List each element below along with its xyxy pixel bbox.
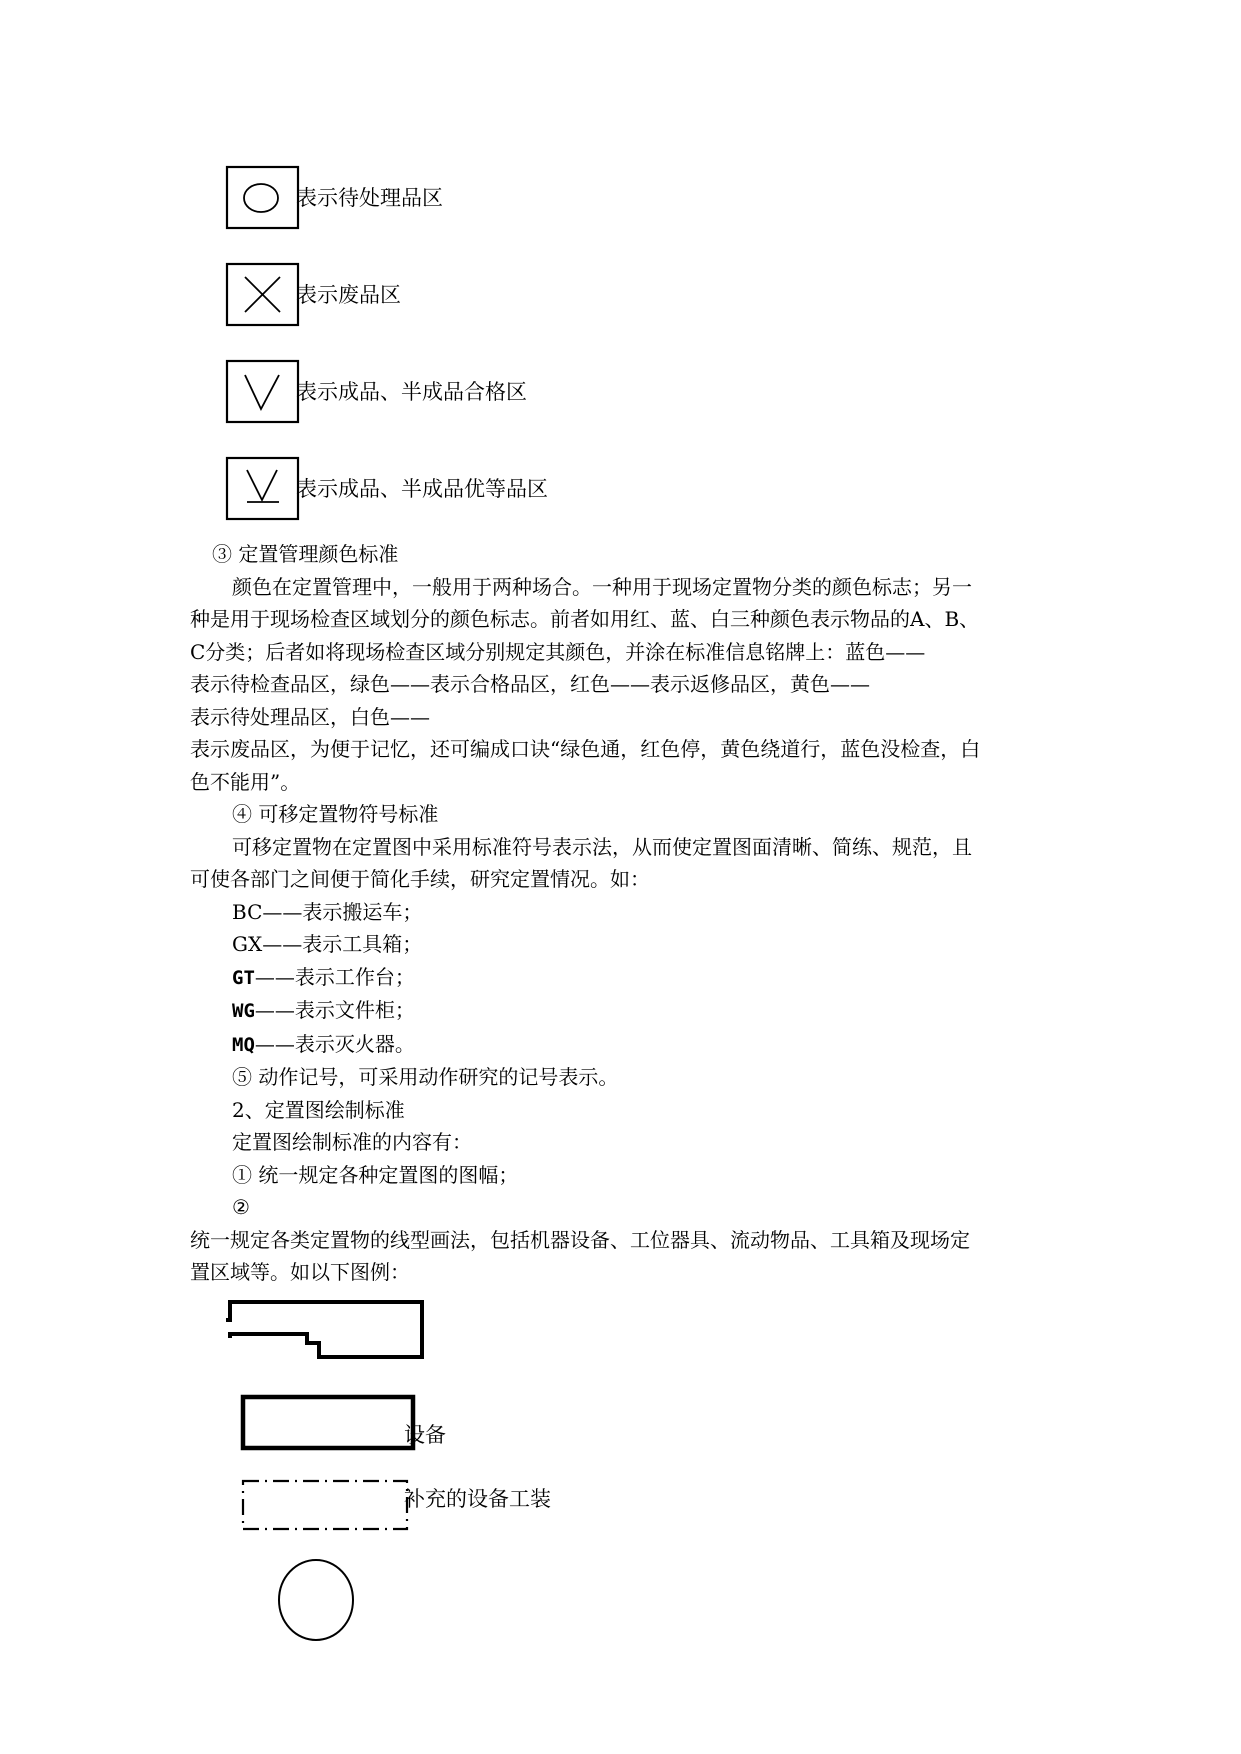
body-text <box>190 538 1060 1289</box>
symbol-label-qualified: 表示成品、半成品合格区 <box>296 380 527 404</box>
circle-in-box-icon <box>225 165 300 230</box>
section-2-intro: 定置图绘制标准的内容有： <box>232 1130 472 1154</box>
section-3-heading: ③ 定置管理颜色标准 <box>212 542 399 566</box>
code-desc: ——表示灭火器。 <box>254 1031 415 1056</box>
code-bc: BC <box>232 899 263 924</box>
code-desc: ——表示工作台； <box>254 964 415 989</box>
paragraph-line: 置区域等。如以下图例： <box>190 1260 410 1284</box>
paragraph-line: 种是用于现场检查区域划分的颜色标志。前者如用红、蓝、白三种颜色表示物品的A、B、 <box>190 607 980 631</box>
dash-dot-rectangle-icon <box>240 1478 412 1534</box>
paragraph-line: 可使各部门之间便于简化手续，研究定置情况。如： <box>190 867 650 891</box>
code-line <box>190 994 1060 1028</box>
code-gt: GT <box>232 966 255 989</box>
section-5-line: ⑤ 动作记号，可采用动作研究的记号表示。 <box>232 1065 619 1089</box>
section-4-heading: ④ 可移定置物符号标准 <box>232 802 439 826</box>
code-wg: WG <box>232 1000 255 1022</box>
code-line <box>190 896 1060 929</box>
section-2-item-2-number: ② <box>232 1195 250 1219</box>
code-line <box>190 1028 1060 1062</box>
v-with-base-in-box-icon <box>225 456 300 521</box>
code-line <box>190 961 1060 995</box>
paragraph-line: 表示待处理品区，白色—— <box>190 704 430 729</box>
code-desc: ——表示文件柜； <box>254 998 415 1022</box>
stepped-rectangle-icon <box>224 1300 426 1360</box>
legend-label-supplement: 补充的设备工装 <box>404 1487 551 1511</box>
code-gx: GX <box>232 932 263 956</box>
symbol-label-scrap: 表示废品区 <box>296 283 401 307</box>
code-line <box>190 928 1060 961</box>
cross-in-box-icon <box>225 262 300 327</box>
code-mq: MQ <box>232 1033 255 1056</box>
paragraph-line: C分类；后者如将现场检查区域分别规定其颜色，并涂在标准信息铭牌上：蓝色—— <box>190 639 926 664</box>
paragraph-line: 可移定置物在定置图中采用标准符号表示法，从而使定置图面清晰、简练、规范，且 <box>232 834 972 859</box>
paragraph-line: 色不能用”。 <box>190 769 301 794</box>
paragraph-line: 统一规定各类定置物的线型画法，包括机器设备、工位器具、流动物品、工具箱及现场定 <box>190 1227 970 1252</box>
thick-rectangle-icon <box>240 1394 418 1452</box>
circle-icon <box>275 1557 357 1643</box>
code-desc: ——表示工具箱； <box>262 932 423 956</box>
symbol-label-pending: 表示待处理品区 <box>296 186 443 210</box>
check-v-in-box-icon <box>225 359 300 424</box>
paragraph-line: 表示待检查品区，绿色——表示合格品区，红色——表示返修品区，黄色—— <box>190 672 870 696</box>
paragraph-line: 表示废品区，为便于记忆，还可编成口诀“绿色通，红色停，黄色绕道行，蓝色没检查，白 <box>190 737 981 761</box>
section-2-item-1: ① 统一规定各种定置图的图幅； <box>232 1162 519 1187</box>
section-2-heading: 2、定置图绘制标准 <box>232 1097 405 1122</box>
legend-label-equipment: 设备 <box>404 1423 446 1447</box>
code-desc: ——表示搬运车； <box>262 899 423 924</box>
symbol-label-premium: 表示成品、半成品优等品区 <box>296 477 548 501</box>
paragraph-line: 颜色在定置管理中，一般用于两种场合。一种用于现场定置物分类的颜色标志；另一 <box>232 574 972 599</box>
